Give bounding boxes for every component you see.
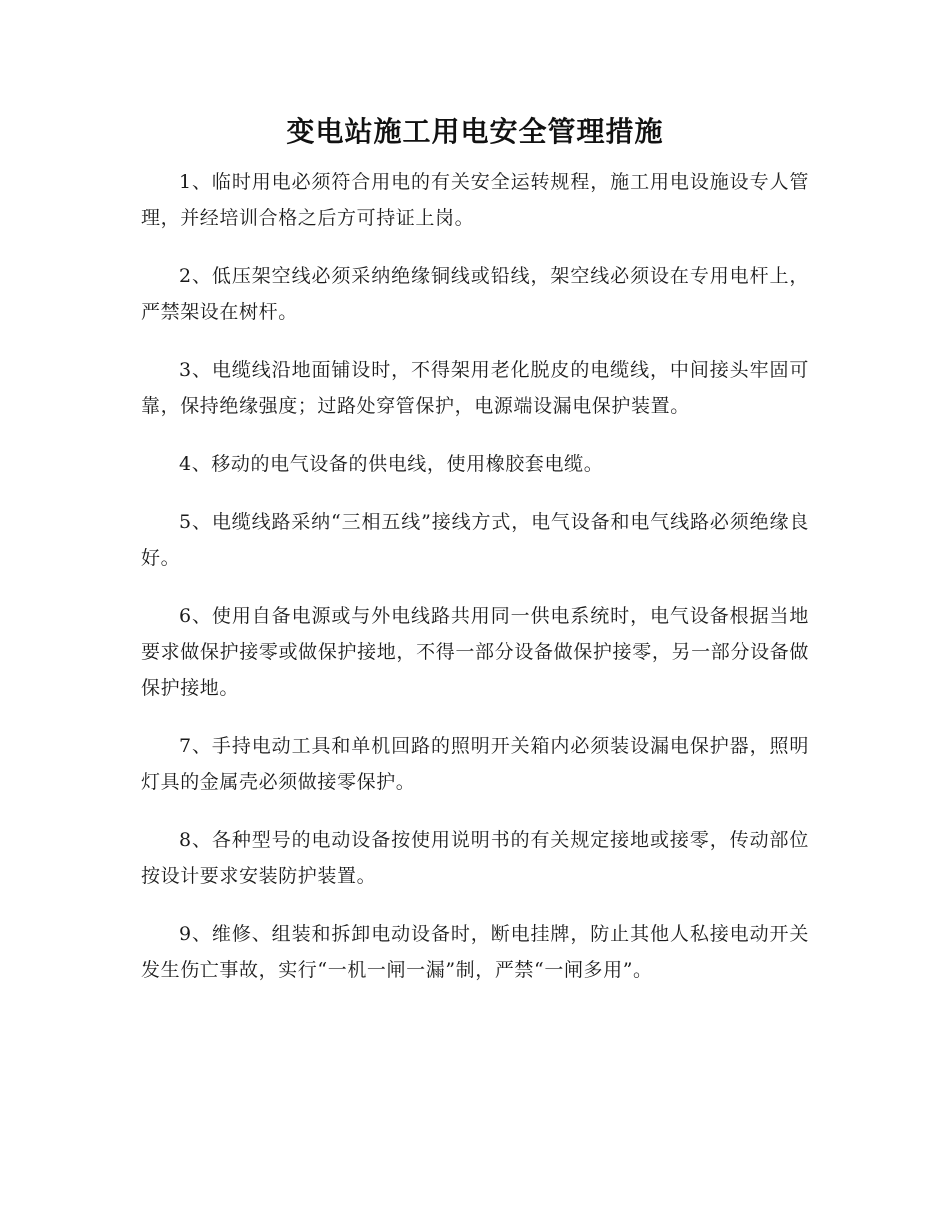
paragraph-4: 4、移动的电气设备的供电线，使用橡胶套电缆。 xyxy=(179,453,604,475)
paragraph-2: 2、低压架空线必须采纳绝缘铜线或铅线，架空线必须设在专用电杆上，严禁架设在树杆。 xyxy=(141,265,809,323)
paragraph-8: 8、各种型号的电动设备按使用说明书的有关规定接地或接零，传动部位按设计要求安装防护装置。 xyxy=(141,829,809,887)
paragraph-5: 5、电缆线路采纳“三相五线”接线方式，电气设备和电气线路必须绝缘良好。 xyxy=(141,511,809,569)
document-body xyxy=(141,164,809,1010)
paragraph-1: 1、临时用电必须符合用电的有关安全运转规程，施工用电设施设专人管理，并经培训合格之后方可持证上岗。 xyxy=(141,171,809,229)
paragraph-6: 6、使用自备电源或与外电线路共用同一供电系统时，电气设备根据当地要求做保护接零或做保护接地，不得一部分设备做保护接零，另一部分设备做保护接地。 xyxy=(141,605,809,699)
paragraph-7: 7、手持电动工具和单机回路的照明开关箱内必须装设漏电保护器，照明灯具的金属壳必须做接零保护。 xyxy=(141,735,809,793)
paragraph-3: 3、电缆线沿地面铺设时，不得架用老化脱皮的电缆线，中间接头牢固可靠，保持绝缘强度；过路处穿管保护，电源端设漏电保护装置。 xyxy=(141,359,809,417)
paragraph-9: 9、维修、组装和拆卸电动设备时，断电挂牌，防止其他人私接电动开关发生伤亡事故，实行“一机一闸一漏”制，严禁“一闸多用”。 xyxy=(141,923,809,981)
document-title: 变电站施工用电安全管理措施 xyxy=(286,115,664,148)
